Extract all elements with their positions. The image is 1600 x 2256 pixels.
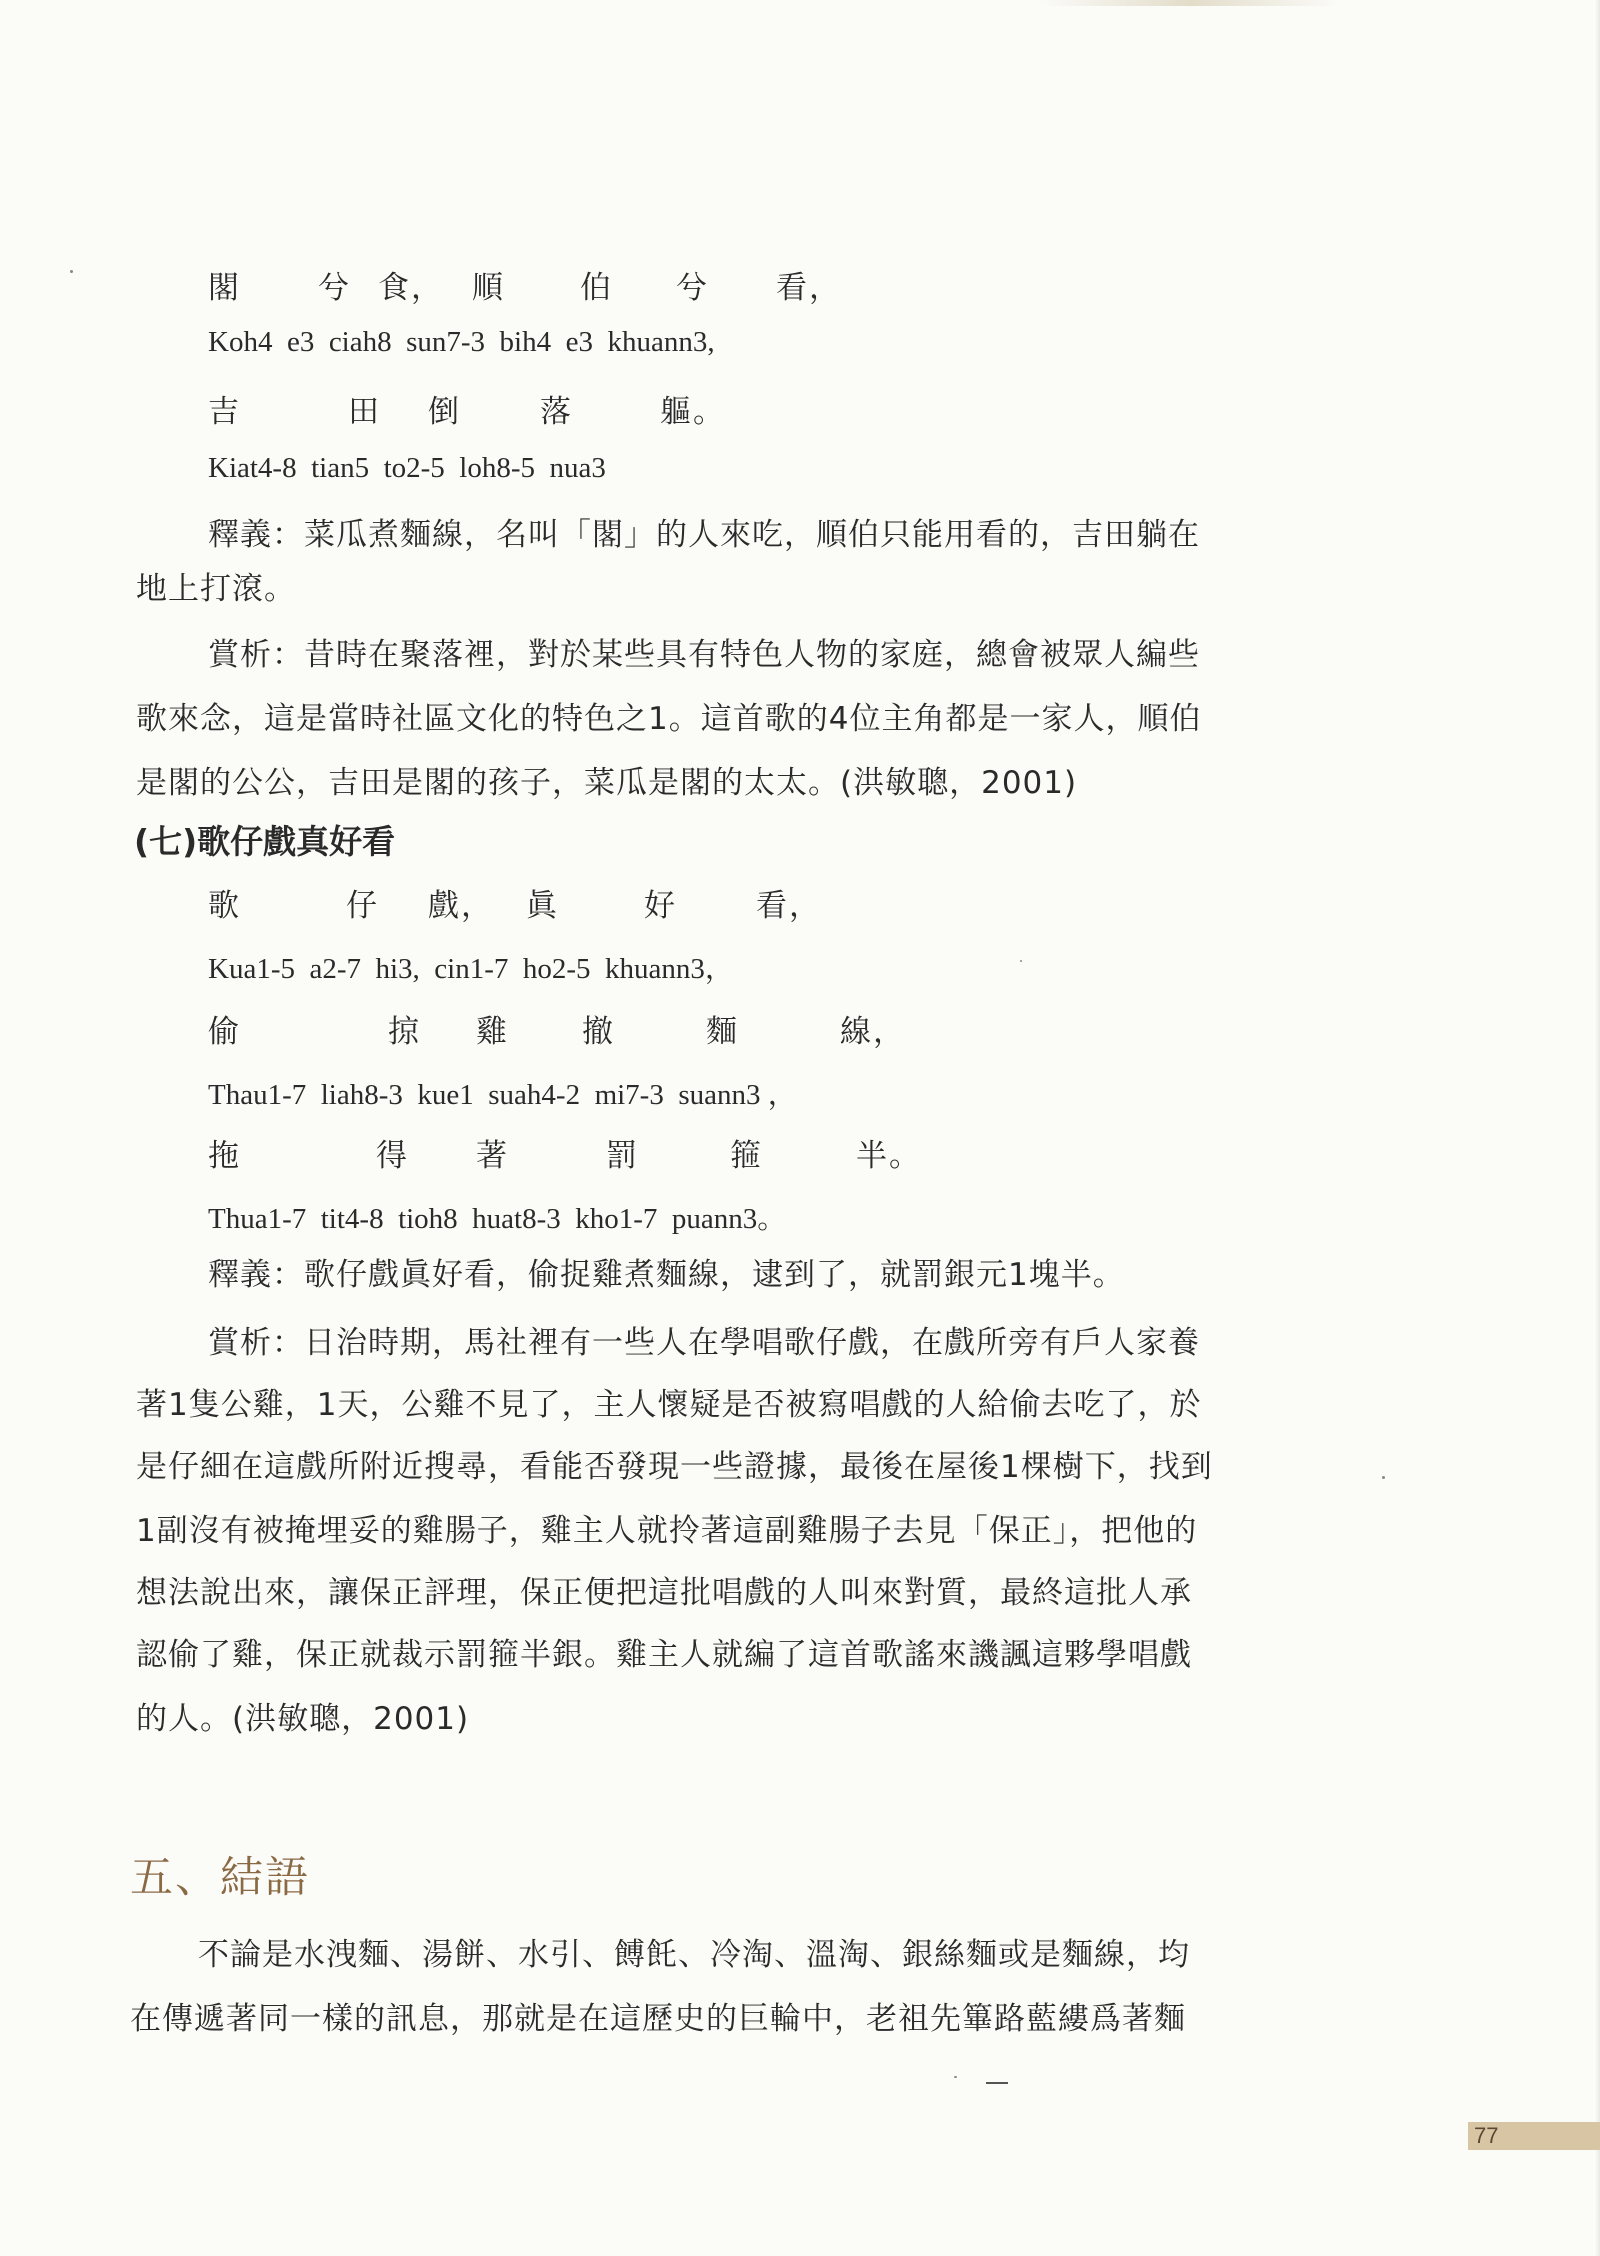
verse-char: 歌 — [208, 888, 241, 924]
paragraph-line: 是仔細在這戲所附近搜尋，看能否發現一些證據，最後在屋後1棵樹下，找到 — [136, 1449, 1213, 1485]
verse-char: 閣 — [208, 270, 241, 306]
paragraph-line: 1副沒有被掩埋妥的雞腸子，雞主人就拎著這副雞腸子去見「保正」，把他的 — [136, 1513, 1198, 1549]
paragraph-line: 地上打滾。 — [136, 571, 296, 607]
verse-romanization: Kiat4-8 tian5 to2-5 loh8-5 nua3 — [208, 452, 606, 484]
verse-char: 掠 — [388, 1014, 421, 1050]
verse-char: 罰 — [606, 1138, 639, 1174]
scan-smudge — [1040, 0, 1340, 6]
verse-char: 拖 — [208, 1138, 241, 1174]
verse-romanization: Thau1-7 liah8-3 kue1 suah4-2 mi7-3 suann3 ， — [208, 1079, 797, 1111]
verse-char: 戲， — [428, 888, 494, 924]
verse-char: 兮 — [318, 270, 351, 306]
verse-char: 吉 — [208, 394, 241, 430]
paragraph-line: 釋義：菜瓜煮麵線，名叫「閣」的人來吃，順伯只能用看的，吉田躺在 — [208, 517, 1200, 553]
verse-char: 伯 — [580, 270, 613, 306]
verse-char: 順 — [472, 270, 505, 306]
scan-speck — [1382, 1476, 1385, 1479]
verse-char: 雞 — [476, 1014, 509, 1050]
paragraph-line: 賞析：昔時在聚落裡，對於某些具有特色人物的家庭，總會被眾人編些 — [208, 637, 1200, 673]
scan-speck — [986, 2082, 1008, 2084]
verse-char: 得 — [376, 1138, 409, 1174]
paragraph-line: 想法說出來，讓保正評理，保正便把這批唱戲的人叫來對質，最終這批人承 — [136, 1575, 1192, 1611]
verse-char: 倒 — [428, 394, 461, 430]
verse-char: 著 — [476, 1138, 509, 1174]
verse-char: 線， — [840, 1014, 906, 1050]
scan-edge — [1594, 0, 1600, 2256]
verse-char: 好 — [644, 888, 677, 924]
verse-char: 半。 — [856, 1138, 922, 1174]
verse-char: 田 — [348, 394, 381, 430]
verse-char: 偷 — [208, 1014, 241, 1050]
scan-speck — [70, 270, 73, 273]
scan-speck — [1020, 960, 1022, 962]
verse-char: 落 — [540, 394, 573, 430]
verse-char: 軀。 — [660, 394, 726, 430]
verse-char: 撤 — [582, 1014, 615, 1050]
section-heading: 五、結語 — [130, 1853, 310, 1903]
paragraph-line: 著1隻公雞，1天，公雞不見了，主人懷疑是否被寫唱戲的人給偷去吃了，於 — [136, 1387, 1202, 1423]
paragraph-line: 的人。(洪敏聰，2001) — [136, 1701, 470, 1737]
scan-speck — [954, 2076, 957, 2078]
paragraph-line: 認偷了雞，保正就裁示罰箍半銀。雞主人就編了這首歌謠來譏諷這夥學唱戲 — [136, 1637, 1192, 1673]
paragraph-line: 賞析：日治時期，馬社裡有一些人在學唱歌仔戲，在戲所旁有戶人家養 — [208, 1325, 1200, 1361]
paragraph-line: 歌來念，這是當時社區文化的特色之1。這首歌的4位主角都是一家人，順伯 — [136, 701, 1202, 737]
page-number: 77 — [1474, 2123, 1499, 2148]
verse-char: 麵 — [706, 1014, 739, 1050]
verse-char: 仔 — [346, 888, 379, 924]
verse-char: 眞 — [526, 888, 559, 924]
paragraph-line: 不論是水洩麵、湯餅、水引、餺飥、冷淘、溫淘、銀絲麵或是麵線，均 — [198, 1937, 1190, 1973]
verse-char: 看， — [776, 270, 842, 306]
verse-char: 看， — [756, 888, 822, 924]
verse-romanization: Kua1-5 a2-7 hi3, cin1-7 ho2-5 khuann3， — [208, 953, 734, 985]
paragraph-shiyi-2: 釋義：歌仔戲眞好看，偷捉雞煮麵線，逮到了，就罰銀元1塊半。 — [208, 1257, 1125, 1293]
verse-romanization: Thua1-7 tit4-8 tioh8 huat8-3 kho1-7 puann3。 — [208, 1203, 787, 1235]
sub-heading: (七)歌仔戲真好看 — [134, 822, 396, 861]
paragraph-line: 在傳遞著同一樣的訊息，那就是在這歷史的巨輪中，老祖先篳路藍縷爲著麵 — [130, 2001, 1186, 2037]
paragraph-line: 是閣的公公，吉田是閣的孩子，菜瓜是閣的太太。(洪敏聰，2001) — [136, 765, 1078, 801]
verse-romanization: Koh4 e3 ciah8 sun7-3 bih4 e3 khuann3, — [208, 326, 715, 358]
verse-char: 箍 — [730, 1138, 763, 1174]
verse-char: 食， — [378, 270, 444, 306]
verse-char: 兮 — [676, 270, 709, 306]
